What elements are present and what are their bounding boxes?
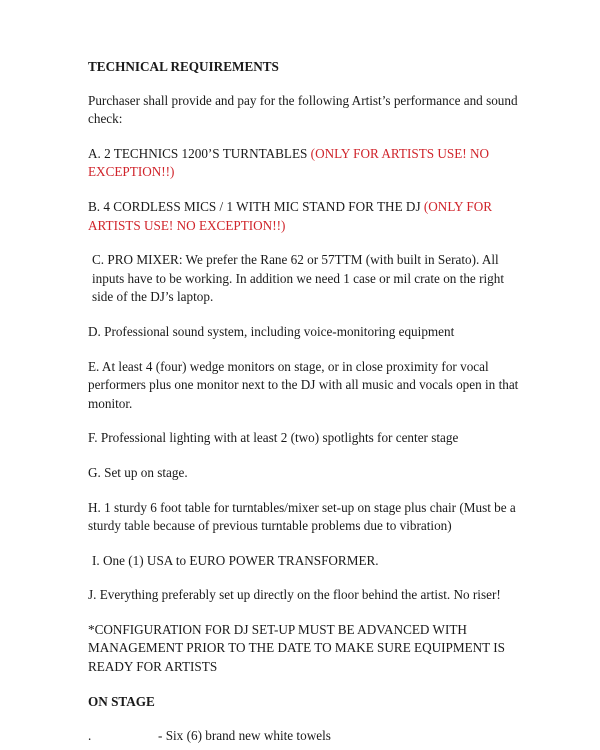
item-a	[88, 145, 520, 182]
item-c: C. PRO MIXER: We prefer the Rane 62 or 57TTM (with built in Serato). All inputs have to be working. In addition we need 1 case or mil crate on the right side of the DJ’s laptop.	[92, 252, 504, 305]
item-a-note: (ONLY FOR ARTISTS USE! NO EXCEPTION!!)	[88, 145, 490, 180]
document-title: TECHNICAL REQUIREMENTS	[88, 59, 279, 74]
item-j: J. Everything preferably set up directly on the floor behind the artist. No riser!	[88, 587, 501, 603]
item-i: I. One (1) USA to EURO POWER TRANSFORMER.	[92, 552, 379, 568]
document-page	[88, 58, 520, 746]
on-stage-heading: ON STAGE	[88, 693, 155, 709]
intro-paragraph: Purchaser shall provide and pay for the following Artist’s performance and sound check:	[88, 92, 518, 127]
on-stage-item-text: - Six (6) brand new white towels	[158, 728, 331, 744]
item-b-text: B. 4 CORDLESS MICS / 1 WITH MIC STAND FOR THE DJ	[88, 198, 424, 214]
item-g: G. Set up on stage.	[88, 464, 188, 480]
item-a-text: A. 2 TECHNICS 1200’S TURNTABLES	[88, 145, 311, 161]
configuration-note: *CONFIGURATION FOR DJ SET-UP MUST BE ADVANCED WITH MANAGEMENT PRIOR TO THE DATE TO MAKE SURE EQUIPMENT IS READY FOR ARTISTS	[88, 621, 506, 675]
item-h: H. 1 sturdy 6 foot table for turntables/mixer set-up on stage plus chair (Must be a sturdy table because of previous turntable problems due to vibration)	[88, 499, 516, 534]
item-d: D. Professional sound system, including voice-monitoring equipment	[88, 323, 455, 339]
item-b	[88, 198, 520, 235]
item-f: F. Professional lighting with at least 2 (two) spotlights for center stage	[88, 430, 459, 446]
on-stage-item	[88, 727, 520, 746]
bullet-marker: .	[88, 728, 92, 744]
item-e: E. At least 4 (four) wedge monitors on stage, or in close proximity for vocal performers plus one monitor next to the DJ with all music and vocals open in that monitor.	[88, 358, 519, 411]
item-b-note: (ONLY FOR ARTISTS USE! NO EXCEPTION!!)	[88, 198, 493, 233]
